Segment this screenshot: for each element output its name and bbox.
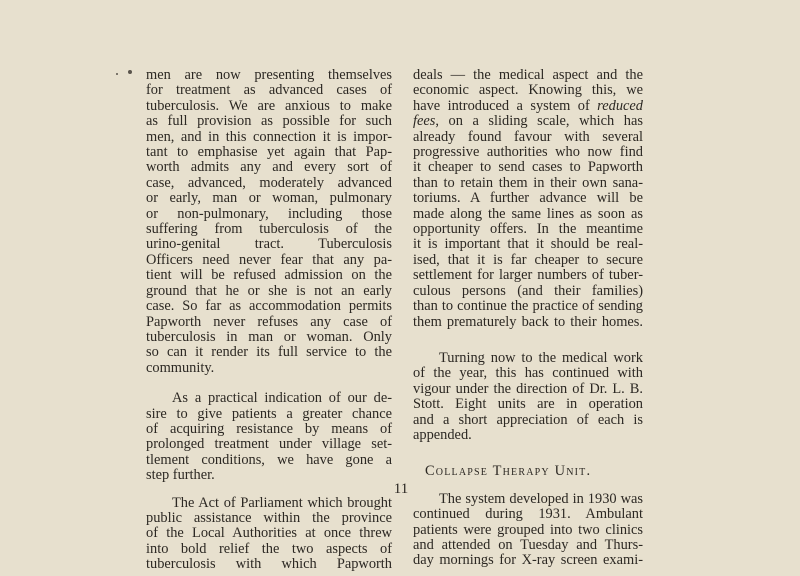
text-line: and attended on Tuesday and Thurs- [413,536,643,553]
text-line: tient will be refused admission on the [146,267,392,284]
paragraph-collapse-therapy [413,492,643,569]
text-line: it cheaper to send cases to Papworth [413,159,643,176]
text-line: vigour under the direction of Dr. L. B. [413,380,643,397]
text-line: settlement for larger numbers of tuber- [413,267,643,284]
text-line: than to retain them in their own sana- [413,174,643,191]
text-line: Papworth never refuses any case of [146,313,392,330]
text-line: The Act of Parliament which brought [172,494,392,511]
text-line: case. So far as accommodation permits [146,298,392,315]
text-line: men are now presenting themselves [146,67,392,83]
text-line: suffering from tuberculosis of the [146,221,392,238]
text-line: tuberculosis. We are anxious to make [146,97,392,114]
text-line: toriums. A further advance will be [413,190,643,207]
text-line: public assistance within the province [146,509,392,526]
text-line: economic aspect. Knowing this, we [413,82,643,99]
paper-speck [116,73,118,75]
text-line: and a short appreciation of each is [413,411,643,428]
left-column [146,68,392,573]
section-heading: Collapse Therapy Unit. [425,463,592,480]
text-line: prolonged treatment under village set- [146,436,392,453]
text-line: As a practical indication of our de- [172,390,392,407]
text-line: case, advanced, moderately advanced [146,174,392,191]
text-line: tlement conditions, we have gone a [146,451,392,468]
text-line: step further. [146,467,215,484]
text-line: opportunity offers. In the meantime [413,221,643,238]
text-line: of the year, this has continued with [413,365,643,382]
text-line: or non-pulmonary, including those [146,205,392,222]
text-line: tuberculosis with which Papworth [146,556,392,573]
text-line: than to continue the practice of sending [413,298,643,315]
paragraph-practical-indication [146,391,392,483]
text-line: worth admits any and every sort of [146,159,392,176]
text-line: for treatment as advanced cases of [146,82,392,99]
text-line: tuberculosis in man or woman. Only [146,328,392,345]
text-line: have introduced a system of reduced [413,97,643,114]
text-line: appended. [413,426,472,443]
text-line: urino-genital tract. Tuberculosis [146,236,392,253]
text-line: Officers need never fear that any pa- [146,251,392,268]
text-line: fees, on a sliding scale, which has [413,113,643,130]
text-line: or early, man or woman, pulmonary [146,190,392,207]
page-number: 11 [393,481,409,497]
text-line: continued during 1931. Ambulant [413,506,643,523]
paragraph-medical-work [413,351,643,443]
text-line: so can it render its full service to the [146,344,392,361]
text-line: made along the same lines as soon as [413,205,643,222]
text-line: community. [146,359,215,376]
text-line: men, and in this connection it is impor- [146,128,392,145]
text-line: ground that he or she is not an early [146,282,392,299]
text-line: deals — the medical aspect and the [413,67,643,83]
text-line: progressive authorities who now find [413,144,643,161]
text-line: tant to emphasise yet again that Pap- [146,144,392,161]
text-line: ised, that it is far cheaper to secure [413,251,643,268]
right-column [413,68,643,569]
text-line: it is important that it should be real- [413,236,643,253]
text-line: day mornings for X-ray screen exami- [413,552,643,569]
text-line: them prematurely back to their homes. [413,313,643,330]
text-line: sire to give patients a greater chance [146,405,392,422]
paper-speck [128,70,132,74]
text-line: patients were grouped into two clinics [413,521,643,538]
text-line: of acquiring resistance by means of [146,420,392,437]
text-line: The system developed in 1930 was [439,490,643,507]
text-line: already found favour with several [413,128,643,145]
text-line: of the Local Authorities at once threw [146,525,392,542]
text-line: Stott. Eight units are in operation [413,396,643,413]
text-line: into bold relief the two aspects of [146,540,392,557]
paragraph-patients-advanced [146,68,392,376]
text-line: Turning now to the medical work [439,349,643,366]
paragraph-act-of-parliament [146,496,392,573]
paragraph-medical-economic [413,68,643,330]
text-line: culous persons (and their families) [413,282,643,299]
text-line: as full provision as possible for such [146,113,392,130]
